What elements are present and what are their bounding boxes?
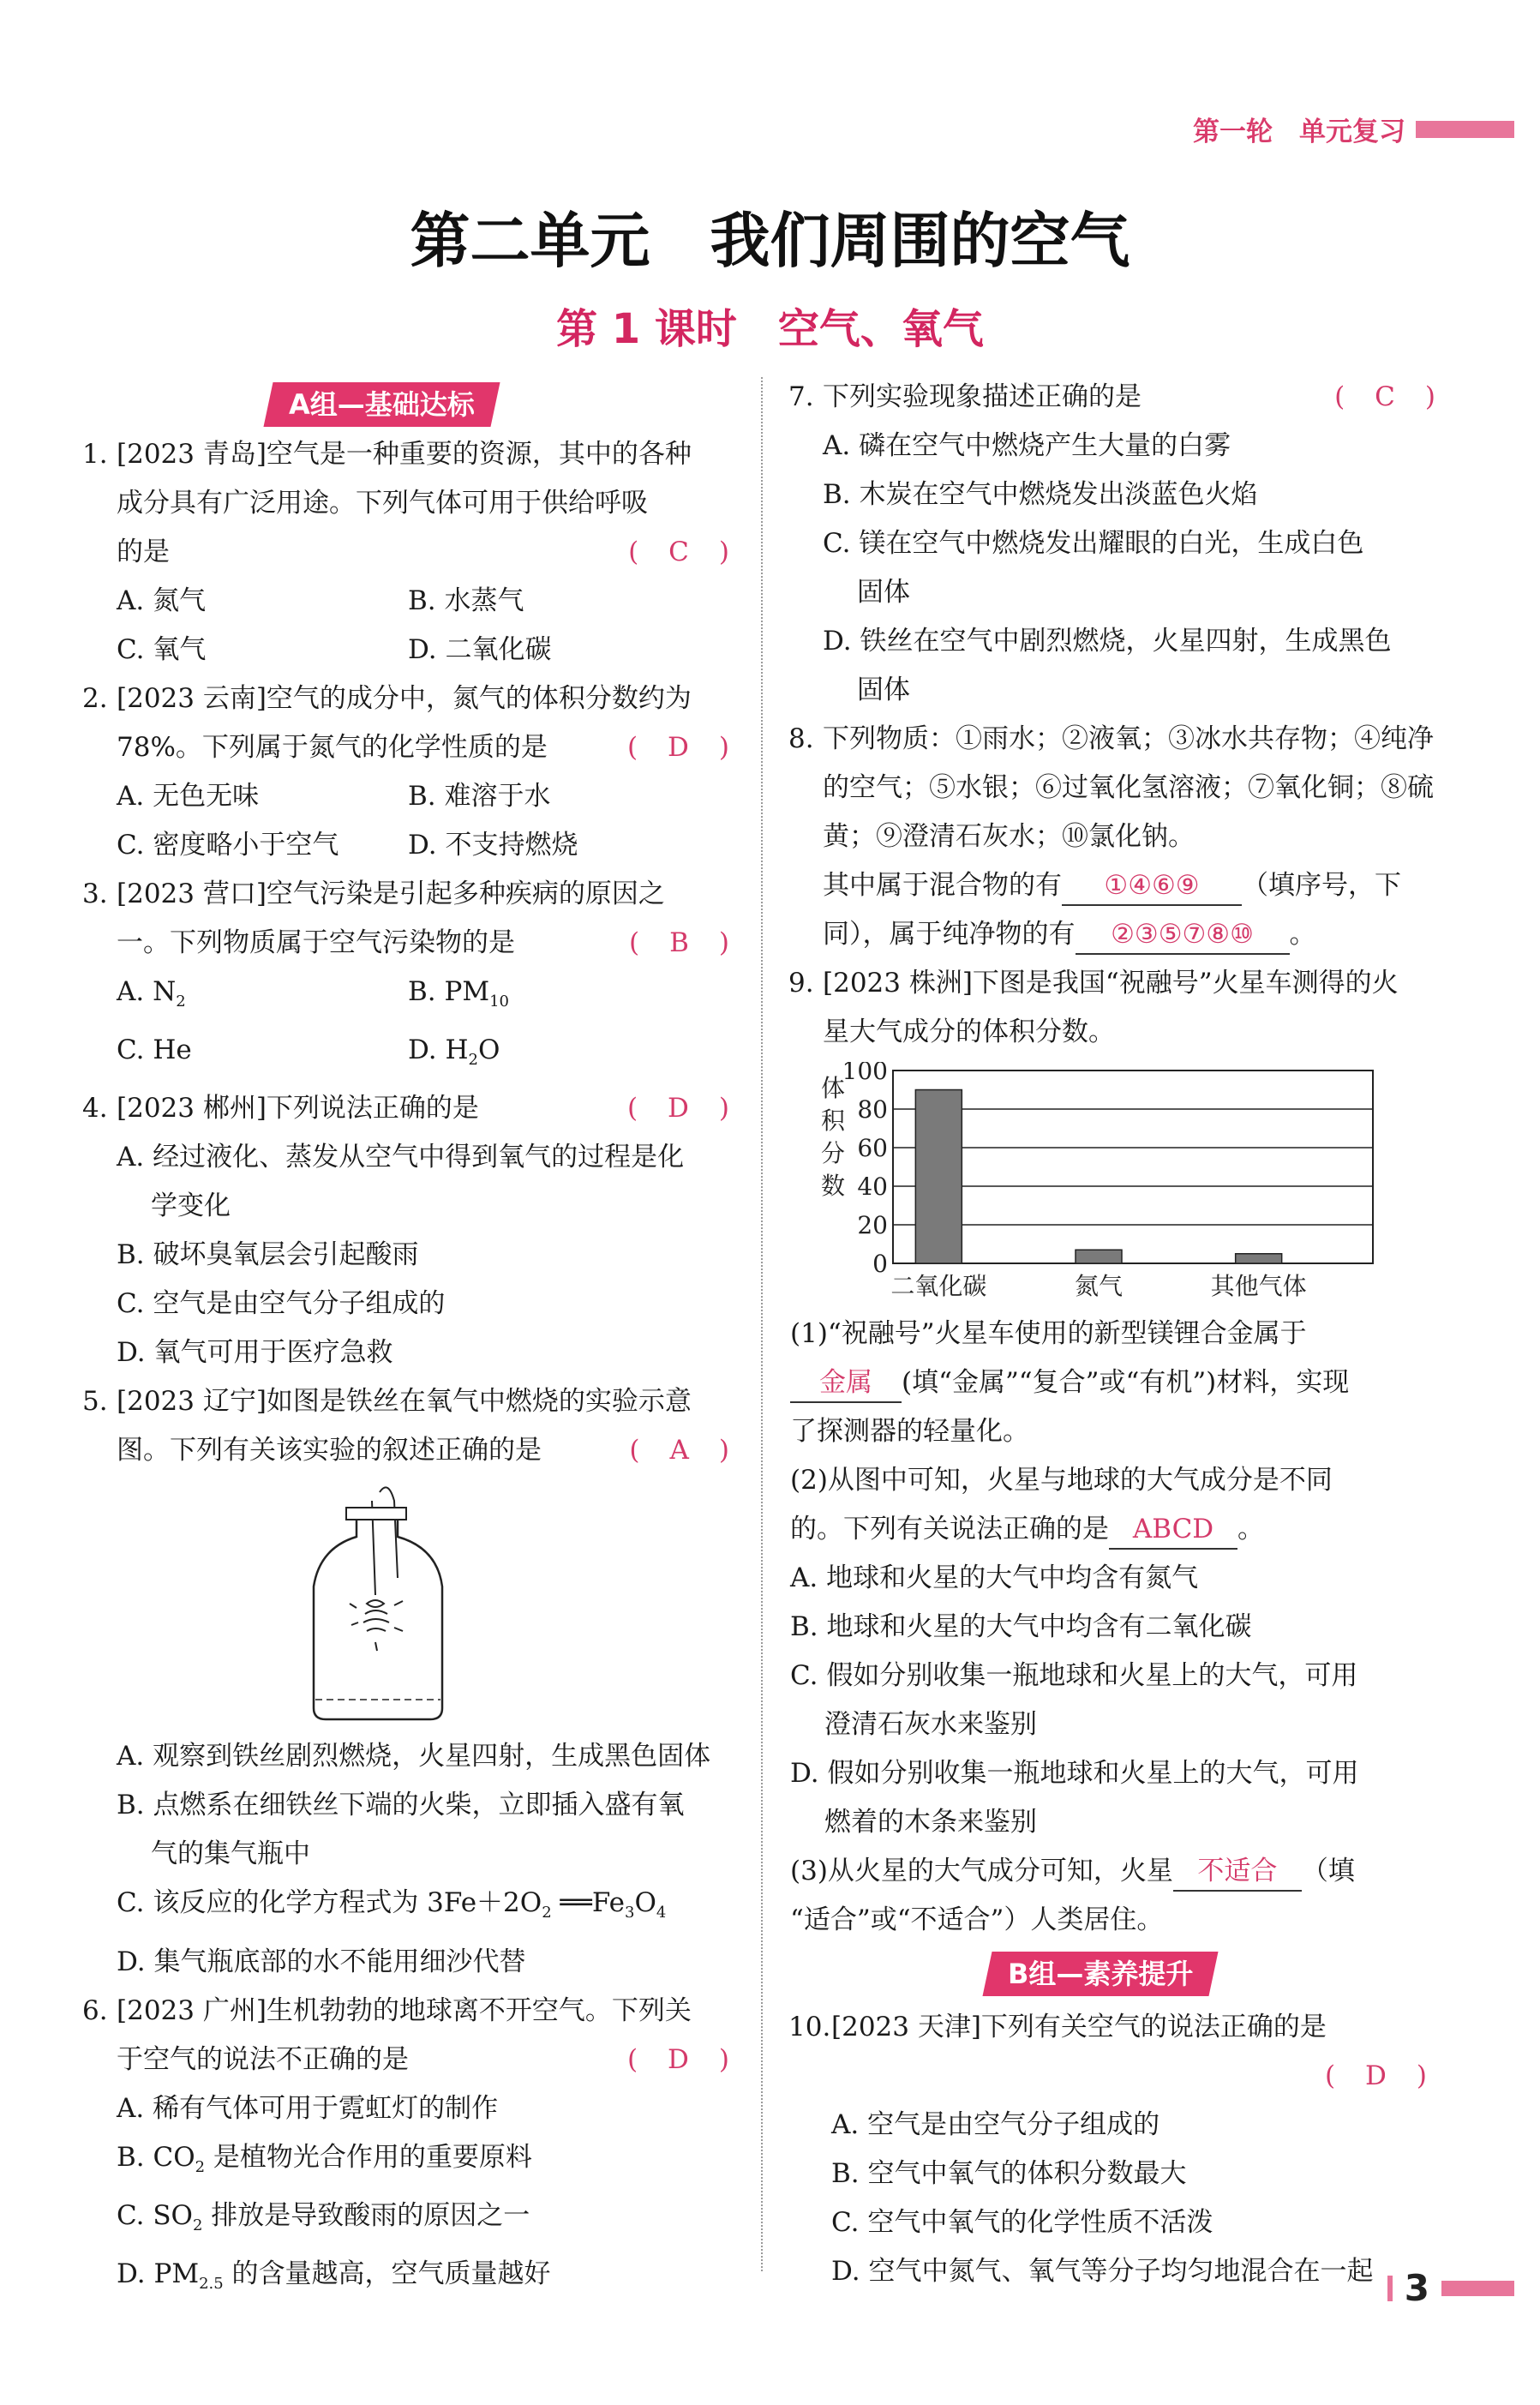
bar <box>1236 1254 1282 1263</box>
right-column: 7. 下列实验现象描述正确的是 ( C ) A. 磷在空气中燃烧产生大量的白雾 B. 木炭在空气中燃烧发出淡蓝色火焰 C. 镁在空气中燃烧发出耀眼的白光，生成白色 固体 D. 铁丝在空气中剧烈燃烧，火星四射，生成黑色 固体 8. 下列物质：①雨水；②液氧；③冰水共存物；④纯净 的空气；⑤水银；⑥过氧化氢溶液；⑦氧化铜；⑧硫 黄；⑨澄清石灰水；⑩氯化钠。 其中属于混合物的有 ①④⑥⑨ （填序号，下 同），属于纯净物的有 ②③⑤⑦⑧⑩ 。 9. [2023 株洲]下图是我国“祝融号”火星车测得的火 星大气成分的体积分数。 0 20 40 60 80 100 体 积 分 数 二氧化碳 氮气 其他气体 (1)“祝融号”火星车使用的新型镁锂合金属于 金属 (填“金属”“复合”或“有机”)材料，实现 了探测器的轻量化。 (2)从图中可知，火星与地球的大气成分是不同 的。下列有关说法正确的是 ABCD 。 A. 地球和火星的大气中均含有氮气 B. 地球和火星的大气中均含有二氧化碳 C. 假如分别收集一瓶地球和火星上的大气，可用 澄清石灰水来鉴别 D. 假如分别收集一瓶地球和火星上的大气，可用 燃着的木条来鉴别 (3)从火星的大气成分可知，火星 不适合 （填 “适合”或“不适合”）人类居住。 B组—素养提升 10. [2023 天津]下列有关空气的说法正确的是 ( D ) A. 空气是由空气分子组成的 B. 空气中氧气的体积分数最大 C. 空气中氧气的化学性质不活泼 D. 空气中氮气、氧气等分子均匀地混合在一起 <box>790 373 1437 2296</box>
answer-blank: ABCD <box>1109 1510 1237 1550</box>
question-7: 7. 下列实验现象描述正确的是 ( C ) <box>790 373 1437 422</box>
answer: ( D ) <box>626 2043 731 2075</box>
iron-combustion-figure <box>84 1475 731 1732</box>
group-a-banner: A组—基础达标 <box>263 382 500 427</box>
bar <box>1076 1250 1122 1263</box>
header-bar <box>1416 121 1514 138</box>
q1-options: A. 氮气 B. 水蒸气 C. 氧气 D. 二氧化碳 <box>117 585 552 665</box>
answer: ( D ) <box>1324 2060 1429 2091</box>
x-tick-label: 其他气体 <box>1210 1272 1307 1300</box>
left-column: A组—基础达标 1. [2023 青岛]空气是一种重要的资源，其中的各种 成分具有广泛用途。下列气体可用于供给呼吸 的是 ( C ) A. 氮气 B. 水蒸气 C. 氧气 D. 二氧化碳 2. [2023 云南]空气的成分中，氮气的体积分数约为 78%。下列属于氮气的化学性质的是 ( D ) A. 无色无味 B. 难溶于水 C. 密度略小于空气 D. 不支持燃烧 3. [2023 营口]空气污染是引起多种疾病的原因之 一。下列物质属于空气污染物的是 ( B ) A. $N_2$ B. $PM_{10}$ C. He D. $H_2O$ 4. [2023 郴州]下列说法正确的是 ( D ) A. 经过液化、蒸发从空气中得到氧气的过程是化 学变化 B. 破坏臭氧层会引起酸雨 C. 空气是由空气分子组成的 D. 氧气可用于医疗急救 5. [2023 辽宁]如图是铁丝在氧气中燃烧的实验示意 图。下列有关该实验的叙述正确的是 ( A ) A. 观察到铁丝剧烈燃烧，火星四射，生成黑色固体 B. 点燃系在细铁丝下端的火柴，立即插入盛有氧 气的集气瓶中 C. 该反应的化学方程式为 $3Fe+2O_2$ $══Fe_3O_4$ D. 集气瓶底部的水不能用细沙代替 6. [2023 广州]生机勃勃的地球离不开空气。下列关 于空气的说法不正确的是 ( D ) A. 稀有气体可用于霓虹灯的制作 B. $CO_2$ 是植物光合作用的重要原料 C. $SO_2$ 排放是导致酸雨的原因之一 D. $PM_{2.5}$ 的含量越高，空气质量越好 <box>84 381 731 2308</box>
question-5: 5. [2023 辽宁]如图是铁丝在氧气中燃烧的实验示意 图。下列有关该实验的叙述正确的是 ( A ) <box>84 1377 731 1475</box>
y-axis-label-char: 数 <box>820 1172 846 1200</box>
lesson-title: 第 1 课时 空气、氧气 <box>556 305 984 353</box>
y-tick-label: 20 <box>857 1211 888 1239</box>
answer: ( B ) <box>629 927 731 958</box>
answer: ( C ) <box>628 537 731 567</box>
answer: ( D ) <box>626 732 731 763</box>
answer-blank: ①④⑥⑨ <box>1062 867 1242 906</box>
x-tick-label: 二氧化碳 <box>890 1272 987 1300</box>
gas-bottle-illustration <box>84 1475 731 1732</box>
bar <box>915 1090 962 1264</box>
question-4: 4. [2023 郴州]下列说法正确的是 ( D ) <box>84 1084 731 1133</box>
plot-frame <box>893 1071 1373 1263</box>
question-8: 8. 下列物质：①雨水；②液氧；③冰水共存物；④纯净 的空气；⑤水银；⑥过氧化氢溶液；⑦氧化铜；⑧硫 黄；⑨澄清石灰水；⑩氯化钠。 其中属于混合物的有 ①④⑥⑨ （填序号，下 同），属于纯净物的有 ②③⑤⑦⑧⑩ 。 <box>790 715 1437 959</box>
column-divider <box>761 377 763 2271</box>
y-tick-label: 100 <box>842 1062 888 1085</box>
page-footer <box>1387 2267 1514 2309</box>
header-text: 第一轮 单元复习 <box>1193 117 1405 147</box>
y-axis-label-char: 体 <box>820 1074 846 1102</box>
question-10: 10. [2023 天津]下列有关空气的说法正确的是 ( D ) <box>788 2012 1429 2091</box>
header <box>1193 110 1514 148</box>
y-tick-label: 40 <box>857 1173 888 1201</box>
mars-atmosphere-chart <box>807 1062 1437 1306</box>
answer: ( A ) <box>629 1435 731 1466</box>
question-2: 2. [2023 云南]空气的成分中，氮气的体积分数约为 78%。下列属于氮气的化学性质的是 ( D ) <box>84 675 731 772</box>
question-1: 1. [2023 青岛]空气是一种重要的资源，其中的各种 成分具有广泛用途。下列气体可用于供给呼吸 的是 ( C ) <box>84 430 731 577</box>
answer-blank: ②③⑤⑦⑧⑩ <box>1076 915 1290 955</box>
page-number: 3 <box>1404 2267 1429 2309</box>
q2-options: A. 无色无味 B. 难溶于水 C. 密度略小于空气 D. 不支持燃烧 <box>117 781 578 861</box>
footer-tick <box>1387 2276 1393 2301</box>
q3-options: A. $N_2$ B. $PM_{10}$ C. He D. $H_2O$ <box>117 976 509 1070</box>
y-tick-label: 60 <box>857 1134 888 1162</box>
bar-chart <box>807 1062 1424 1306</box>
answer-blank: 金属 <box>790 1364 902 1403</box>
y-axis-label-char: 积 <box>820 1107 846 1135</box>
y-tick-label: 80 <box>857 1095 888 1124</box>
answer: ( D ) <box>626 1093 731 1125</box>
question-6: 6. [2023 广州]生机勃勃的地球离不开空气。下列关 于空气的说法不正确的是 ( D ) <box>84 1987 731 2084</box>
y-axis-label-char: 分 <box>820 1139 846 1167</box>
x-tick-label: 氮气 <box>1074 1272 1124 1300</box>
y-tick-label: 0 <box>872 1250 888 1278</box>
answer-blank: 不适合 <box>1173 1852 1302 1892</box>
answer: ( C ) <box>1334 381 1437 412</box>
footer-bar <box>1441 2281 1514 2296</box>
question-3: 3. [2023 营口]空气污染是引起多种疾病的原因之 一。下列物质属于空气污染物的是 ( B ) <box>84 870 731 968</box>
group-b-banner: B组—素养提升 <box>982 1952 1218 1996</box>
unit-title: 第二单元 我们周围的空气 <box>410 206 1130 276</box>
question-9: 9. [2023 株洲]下图是我国“祝融号”火星车测得的火 星大气成分的体积分数。 <box>788 968 1399 1047</box>
